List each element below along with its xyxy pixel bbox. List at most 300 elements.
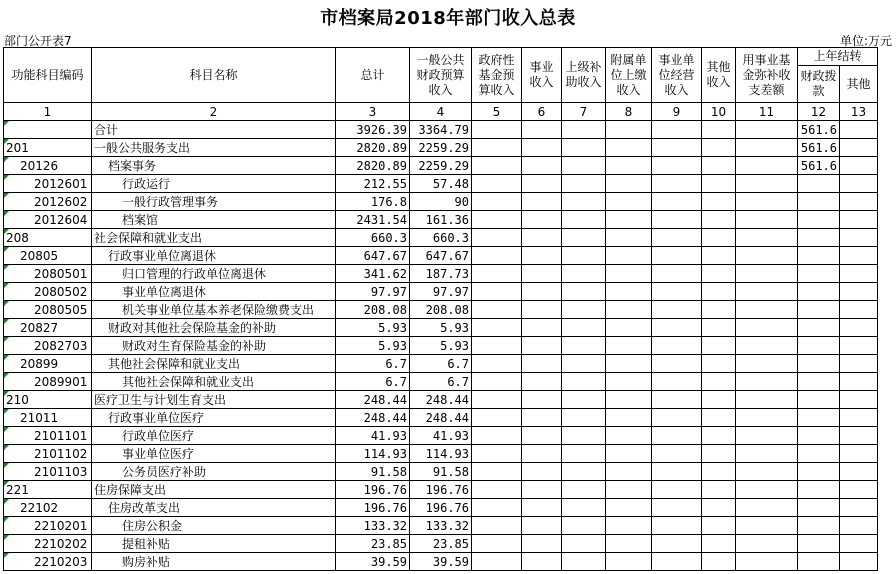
cell-code: 2012604 [4,211,92,229]
cell-affiliate [606,157,652,175]
cell-reserve [736,283,798,301]
cell-affiliate [606,175,652,193]
cell-other [702,301,736,319]
cell-carry-fiscal [798,193,840,211]
cell-total: 3926.39 [336,121,410,139]
cell-carry-other [840,193,878,211]
cell-code: 20126 [4,157,92,175]
cell-carry-fiscal [798,301,840,319]
cell-operation [652,499,702,517]
table-row [4,409,878,427]
cell-fund [472,157,522,175]
cell-affiliate [606,535,652,553]
cell-code: 20827 [4,319,92,337]
cell-affiliate [606,247,652,265]
cell-total: 133.32 [336,517,410,535]
cell-code: 2101101 [4,427,92,445]
cell-subsidy [562,319,606,337]
cell-total: 6.7 [336,373,410,391]
cell-carry-other [840,265,878,283]
cell-budget: 90 [410,193,472,211]
table-row [4,265,878,283]
table-row [4,301,878,319]
cell-subsidy [562,553,606,571]
cell-biz [522,409,562,427]
cell-other [702,121,736,139]
table-row [4,157,878,175]
cell-reserve [736,409,798,427]
cell-affiliate [606,121,652,139]
cell-name: 其他社会保障和就业支出 [92,355,336,373]
cell-carry-fiscal [798,391,840,409]
cell-code: 221 [4,481,92,499]
cell-fund [472,301,522,319]
cell-other [702,193,736,211]
cell-carry-other [840,355,878,373]
cell-name: 社会保障和就业支出 [92,229,336,247]
cell-name: 住房公积金 [92,517,336,535]
cell-name: 行政事业单位医疗 [92,409,336,427]
table-row [4,193,878,211]
cell-biz [522,121,562,139]
cell-operation [652,517,702,535]
cell-operation [652,121,702,139]
cell-affiliate [606,553,652,571]
table-row [4,211,878,229]
cell-subsidy [562,139,606,157]
cell-name: 财政对其他社会保险基金的补助 [92,319,336,337]
cell-subsidy [562,337,606,355]
cell-other [702,337,736,355]
cell-subsidy [562,229,606,247]
cell-subsidy [562,517,606,535]
cell-biz [522,481,562,499]
column-number-row [4,103,878,121]
table-row [4,499,878,517]
column-number: 13 [840,103,878,121]
cell-affiliate [606,445,652,463]
cell-subsidy [562,301,606,319]
cell-budget: 248.44 [410,391,472,409]
cell-budget: 647.67 [410,247,472,265]
cell-other [702,355,736,373]
cell-carry-fiscal [798,247,840,265]
cell-operation [652,265,702,283]
cell-reserve [736,175,798,193]
cell-name: 公务员医疗补助 [92,463,336,481]
cell-fund [472,337,522,355]
cell-affiliate [606,499,652,517]
cell-subsidy [562,409,606,427]
cell-fund [472,247,522,265]
cell-total: 91.58 [336,463,410,481]
cell-biz [522,211,562,229]
cell-carry-other [840,517,878,535]
cell-reserve [736,337,798,355]
cell-total: 2431.54 [336,211,410,229]
unit-label: 单位:万元 [839,34,892,48]
cell-budget: 5.93 [410,337,472,355]
cell-biz [522,445,562,463]
table-row [4,283,878,301]
cell-reserve [736,211,798,229]
cell-subsidy [562,157,606,175]
cell-other [702,535,736,553]
cell-biz [522,355,562,373]
cell-carry-other [840,391,878,409]
cell-carry-other [840,535,878,553]
cell-other [702,175,736,193]
cell-carry-other [840,481,878,499]
cell-affiliate [606,139,652,157]
header-carry: 上年结转 [798,48,878,66]
header-code: 功能科目编码 [4,48,92,103]
cell-budget: 2259.29 [410,157,472,175]
cell-reserve [736,265,798,283]
cell-carry-other [840,553,878,571]
cell-fund [472,499,522,517]
page-title: 市档案局2018年部门收入总表 [320,8,576,29]
table-row [4,427,878,445]
cell-code: 2080505 [4,301,92,319]
cell-affiliate [606,517,652,535]
cell-budget: 133.32 [410,517,472,535]
cell-other [702,139,736,157]
cell-fund [472,427,522,445]
cell-fund [472,535,522,553]
cell-carry-fiscal [798,337,840,355]
cell-reserve [736,301,798,319]
cell-operation [652,535,702,553]
cell-code: 22102 [4,499,92,517]
cell-operation [652,157,702,175]
cell-other [702,427,736,445]
cell-total: 660.3 [336,229,410,247]
cell-operation [652,391,702,409]
cell-other [702,445,736,463]
cell-carry-fiscal [798,175,840,193]
cell-biz [522,427,562,445]
cell-code: 2210202 [4,535,92,553]
cell-biz [522,517,562,535]
form-number: 部门公开表7 [4,34,72,48]
cell-subsidy [562,265,606,283]
cell-name: 机关事业单位基本养老保险缴费支出 [92,301,336,319]
cell-total: 114.93 [336,445,410,463]
cell-code: 20899 [4,355,92,373]
cell-operation [652,553,702,571]
table-row [4,553,878,571]
cell-total: 5.93 [336,319,410,337]
header-operation: 事业单位经营收入 [652,48,702,103]
cell-biz [522,499,562,517]
header-biz: 事业收入 [522,48,562,103]
cell-biz [522,463,562,481]
cell-carry-other [840,283,878,301]
cell-reserve [736,247,798,265]
cell-carry-fiscal [798,535,840,553]
cell-name: 行政运行 [92,175,336,193]
cell-total: 23.85 [336,535,410,553]
cell-budget: 23.85 [410,535,472,553]
cell-name: 事业单位医疗 [92,445,336,463]
cell-total: 196.76 [336,499,410,517]
cell-carry-fiscal [798,553,840,571]
income-table [3,47,878,571]
cell-reserve [736,193,798,211]
cell-other [702,211,736,229]
cell-reserve [736,319,798,337]
cell-budget: 91.58 [410,463,472,481]
cell-code: 2080502 [4,283,92,301]
cell-biz [522,175,562,193]
cell-reserve [736,355,798,373]
cell-subsidy [562,247,606,265]
header-subsidy: 上级补助收入 [562,48,606,103]
cell-name: 住房改革支出 [92,499,336,517]
cell-affiliate [606,373,652,391]
cell-fund [472,391,522,409]
cell-fund [472,283,522,301]
cell-name: 归口管理的行政单位离退休 [92,265,336,283]
cell-biz [522,157,562,175]
cell-name: 住房保障支出 [92,481,336,499]
table-row [4,391,878,409]
cell-carry-other [840,121,878,139]
cell-operation [652,445,702,463]
cell-biz [522,319,562,337]
cell-reserve [736,553,798,571]
cell-operation [652,283,702,301]
cell-affiliate [606,211,652,229]
cell-budget: 97.97 [410,283,472,301]
table-row [4,535,878,553]
cell-operation [652,247,702,265]
table-row [4,481,878,499]
header-carry-fiscal: 财政拨款 [798,66,840,103]
cell-other [702,265,736,283]
column-number: 12 [798,103,840,121]
cell-total: 2820.89 [336,157,410,175]
cell-code: 2012602 [4,193,92,211]
table-row [4,175,878,193]
cell-operation [652,427,702,445]
cell-name: 购房补贴 [92,553,336,571]
cell-carry-fiscal [798,445,840,463]
cell-fund [472,463,522,481]
cell-reserve [736,481,798,499]
cell-budget: 5.93 [410,319,472,337]
cell-fund [472,139,522,157]
column-number: 3 [336,103,410,121]
cell-carry-other [840,445,878,463]
cell-other [702,247,736,265]
cell-subsidy [562,193,606,211]
cell-name: 行政事业单位离退休 [92,247,336,265]
cell-fund [472,175,522,193]
cell-operation [652,301,702,319]
header-name: 科目名称 [92,48,336,103]
cell-carry-other [840,301,878,319]
cell-reserve [736,229,798,247]
cell-affiliate [606,283,652,301]
header-total: 总计 [336,48,410,103]
cell-name: 其他社会保障和就业支出 [92,373,336,391]
cell-carry-fiscal [798,265,840,283]
cell-carry-other [840,157,878,175]
cell-total: 647.67 [336,247,410,265]
cell-other [702,373,736,391]
cell-carry-fiscal [798,463,840,481]
cell-subsidy [562,499,606,517]
cell-carry-fiscal [798,229,840,247]
cell-reserve [736,391,798,409]
cell-fund [472,517,522,535]
cell-affiliate [606,355,652,373]
cell-biz [522,247,562,265]
cell-budget: 3364.79 [410,121,472,139]
cell-budget: 114.93 [410,445,472,463]
cell-budget: 660.3 [410,229,472,247]
cell-affiliate [606,481,652,499]
column-number: 2 [92,103,336,121]
cell-subsidy [562,463,606,481]
header-fund: 政府性基金预算收入 [472,48,522,103]
cell-carry-fiscal [798,319,840,337]
column-number: 8 [606,103,652,121]
cell-operation [652,337,702,355]
table-row [4,139,878,157]
cell-subsidy [562,211,606,229]
cell-budget: 196.76 [410,481,472,499]
cell-code: 201 [4,139,92,157]
cell-other [702,517,736,535]
cell-carry-other [840,175,878,193]
cell-biz [522,553,562,571]
cell-code: 2082703 [4,337,92,355]
cell-other [702,553,736,571]
cell-subsidy [562,481,606,499]
table-row [4,517,878,535]
cell-carry-fiscal [798,373,840,391]
cell-fund [472,373,522,391]
cell-reserve [736,157,798,175]
cell-other [702,319,736,337]
cell-carry-fiscal [798,517,840,535]
cell-budget: 161.36 [410,211,472,229]
cell-total: 97.97 [336,283,410,301]
cell-fund [472,265,522,283]
column-number: 11 [736,103,798,121]
cell-biz [522,265,562,283]
cell-biz [522,229,562,247]
cell-name: 事业单位离退休 [92,283,336,301]
cell-biz [522,391,562,409]
cell-carry-fiscal [798,355,840,373]
cell-total: 39.59 [336,553,410,571]
cell-total: 176.8 [336,193,410,211]
cell-fund [472,319,522,337]
cell-other [702,463,736,481]
cell-operation [652,139,702,157]
cell-budget: 39.59 [410,553,472,571]
table-row [4,229,878,247]
cell-carry-fiscal [798,427,840,445]
cell-code: 2080501 [4,265,92,283]
cell-carry-other [840,427,878,445]
cell-total: 6.7 [336,355,410,373]
cell-other [702,391,736,409]
cell-total: 208.08 [336,301,410,319]
cell-operation [652,481,702,499]
cell-carry-fiscal: 561.6 [798,139,840,157]
cell-reserve [736,499,798,517]
cell-carry-other [840,229,878,247]
cell-subsidy [562,427,606,445]
cell-reserve [736,121,798,139]
cell-operation [652,355,702,373]
cell-other [702,481,736,499]
cell-affiliate [606,409,652,427]
cell-carry-other [840,319,878,337]
cell-carry-other [840,211,878,229]
cell-name: 档案事务 [92,157,336,175]
cell-operation [652,193,702,211]
cell-affiliate [606,427,652,445]
cell-fund [472,121,522,139]
cell-biz [522,139,562,157]
cell-total: 248.44 [336,391,410,409]
cell-carry-fiscal: 561.6 [798,121,840,139]
column-number: 4 [410,103,472,121]
cell-biz [522,535,562,553]
column-number: 6 [522,103,562,121]
cell-fund [472,553,522,571]
cell-biz [522,373,562,391]
cell-name: 合计 [92,121,336,139]
cell-affiliate [606,391,652,409]
cell-code: 210 [4,391,92,409]
cell-name: 一般行政管理事务 [92,193,336,211]
cell-affiliate [606,301,652,319]
cell-carry-other [840,373,878,391]
cell-fund [472,355,522,373]
cell-operation [652,373,702,391]
cell-fund [472,229,522,247]
cell-fund [472,211,522,229]
cell-code [4,121,92,139]
cell-subsidy [562,445,606,463]
cell-carry-fiscal [798,283,840,301]
cell-code: 21011 [4,409,92,427]
cell-total: 248.44 [336,409,410,427]
cell-other [702,229,736,247]
cell-operation [652,229,702,247]
cell-affiliate [606,193,652,211]
cell-reserve [736,535,798,553]
cell-total: 2820.89 [336,139,410,157]
cell-biz [522,337,562,355]
cell-affiliate [606,265,652,283]
cell-reserve [736,463,798,481]
cell-carry-other [840,337,878,355]
cell-subsidy [562,535,606,553]
cell-budget: 6.7 [410,355,472,373]
cell-fund [472,409,522,427]
table-row [4,355,878,373]
cell-reserve [736,427,798,445]
table-row [4,373,878,391]
